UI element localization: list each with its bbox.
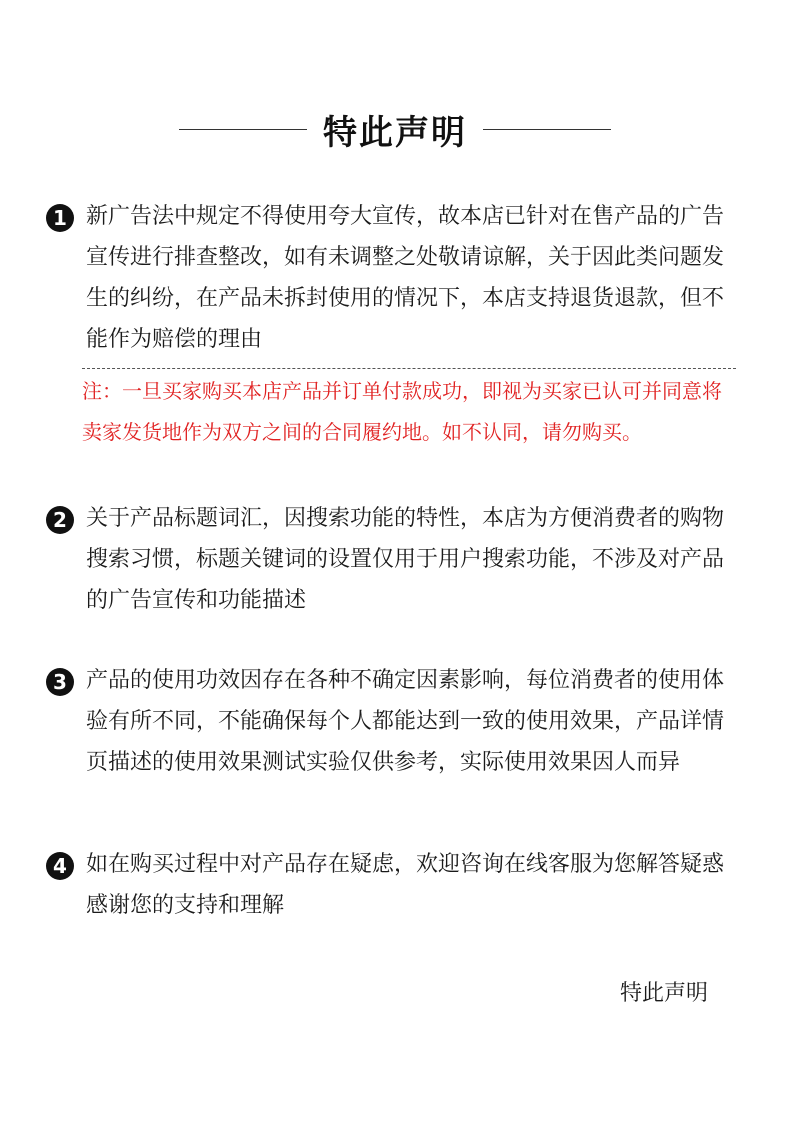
statement-text-4: 如在购买过程中对产品存在疑虑，欢迎咨询在线客服为您解答疑惑感谢您的支持和理解 [86, 852, 725, 918]
number-badge-1: 1 [46, 204, 74, 232]
statement-item-4 [46, 848, 746, 926]
statement-text-3: 产品的使用功效因存在各种不确定因素影响，每位消费者的使用体验有所不同，不能确保每个人都能达到一致的使用效果，产品详情页描述的使用效果测试实验仅供参考，实际使用效果因人而异 [86, 668, 725, 775]
statement-item-1 [46, 200, 746, 360]
number-badge-4: 4 [46, 852, 74, 880]
dashed-divider [82, 368, 736, 369]
page-title: 特此声明 [323, 112, 467, 153]
statement-item-3 [46, 664, 746, 783]
number-badge-2: 2 [46, 506, 74, 534]
statement-text-1: 新广告法中规定不得使用夸大宣传，故本店已针对在售产品的广告宣传进行排查整改，如有未调整之处敬请谅解，关于因此类问题发生的纠纷，在产品未拆封使用的情况下，本店支持退货退款，但不能作为赔偿的理由 [86, 204, 725, 352]
title-left-rule [179, 129, 307, 130]
number-badge-3: 3 [46, 668, 74, 696]
statement-text-2: 关于产品标题词汇，因搜索功能的特性，本店为方便消费者的购物搜索习惯，标题关键词的设置仅用于用户搜索功能，不涉及对产品的广告宣传和功能描述 [86, 506, 725, 613]
title-row [0, 104, 790, 154]
notice-text: 注：一旦买家购买本店产品并订单付款成功，即视为买家已认可并同意将卖家发货地作为双方之间的合同履约地。如不认同，请勿购买。 [82, 379, 722, 444]
signoff-text: 特此声明 [620, 981, 709, 1006]
title-right-rule [483, 129, 611, 130]
statement-item-2 [46, 502, 746, 621]
